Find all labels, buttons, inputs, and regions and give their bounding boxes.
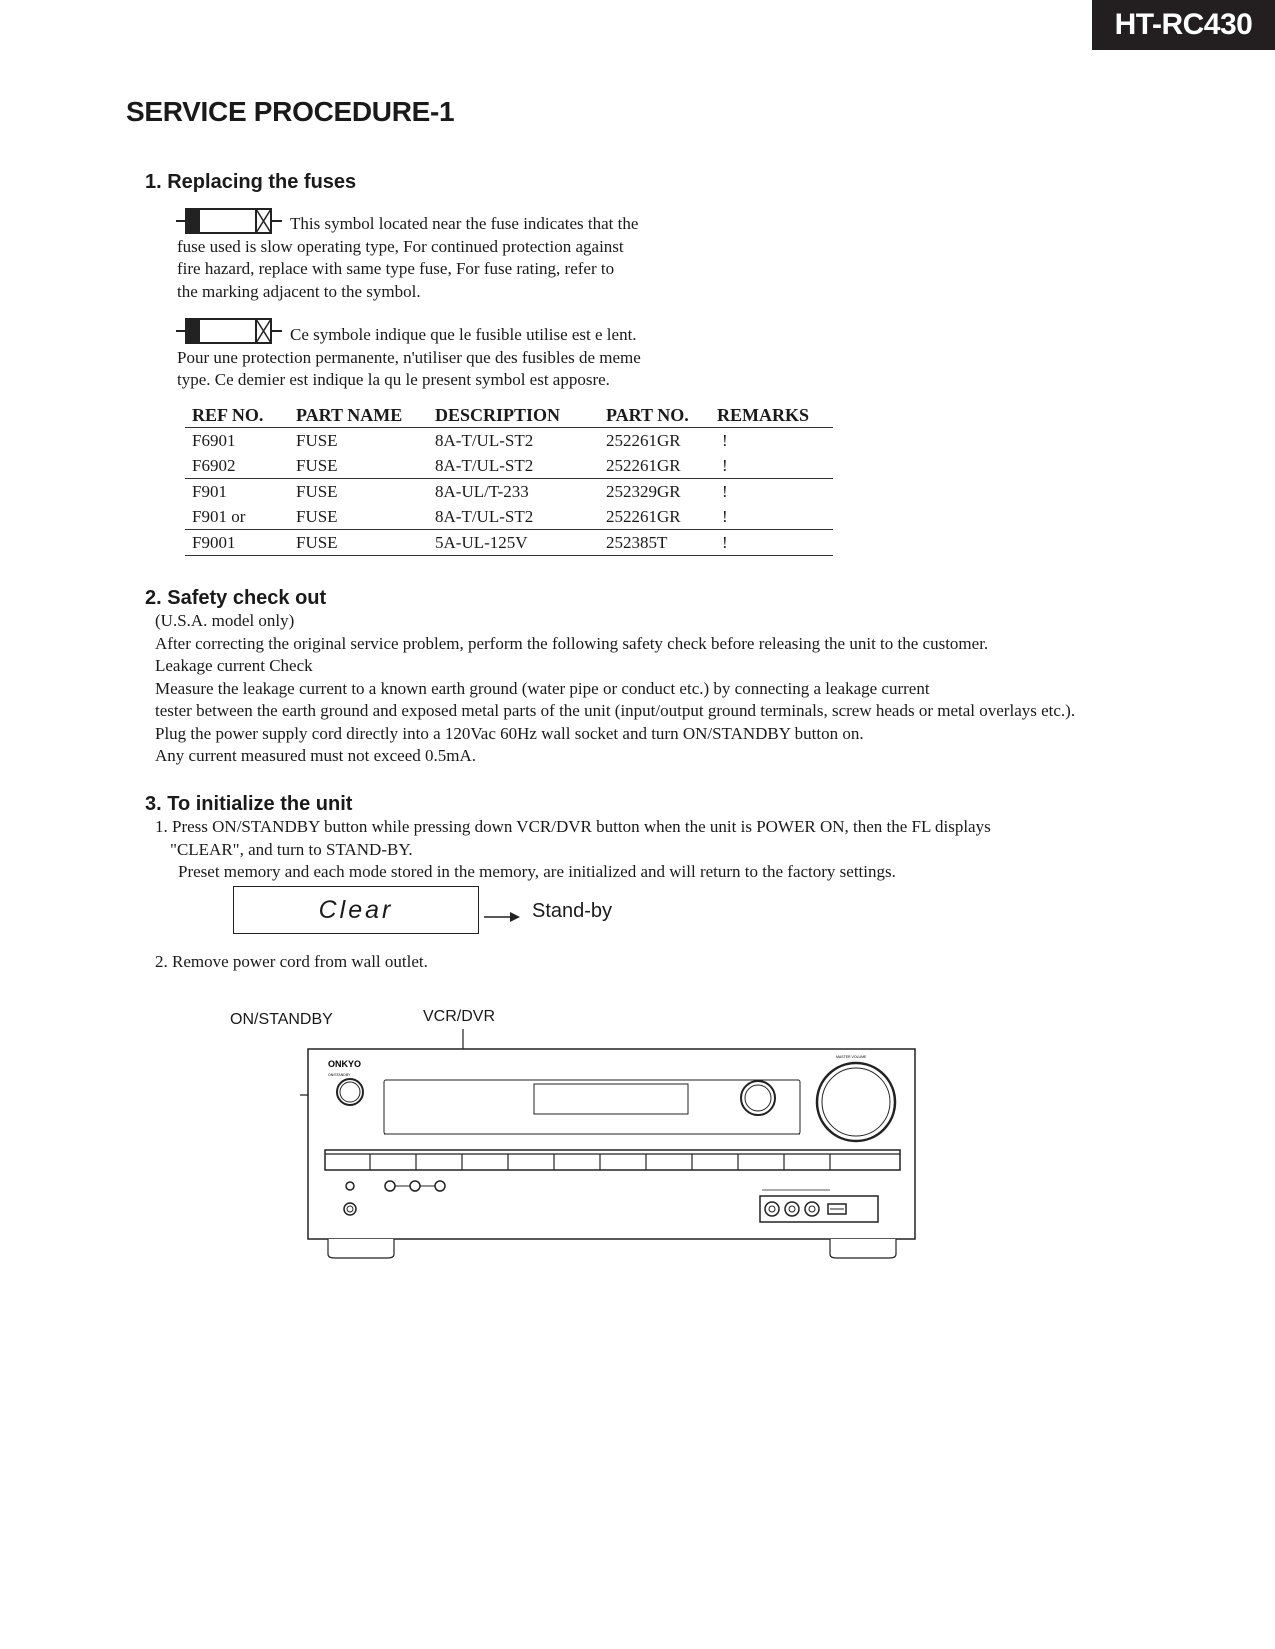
safety-check-text: (U.S.A. model only) After correcting the original service problem, perform the following safety check before releasing the unit to the customer. Leakage current Check Measure the leakage current to a known earth ground (water pipe or conduct etc.) by connecting a leakage current tester between the earth ground and exposed metal parts of the unit (input/output ground terminals, screw heads or metal overlays etc.). Plug the power supply cord directly into a 120Vac 60Hz wall socket and turn ON/STANDBY button on. Any current measured must not exceed 0.5mA. xyxy=(155,611,1076,765)
fl-display-clear: Clear xyxy=(233,886,479,934)
svg-text:MASTER VOLUME: MASTER VOLUME xyxy=(836,1055,867,1059)
table-row: F9001 FUSE 5A-UL-125V 252385T ! xyxy=(185,530,833,556)
fuse-note-english: This symbol located near the fuse indicates that the fuse used is slow operating type, For continued protection against fire hazard, replace with same type fuse, For fuse rating, refer to the marking adjacent to the symbol. xyxy=(177,214,639,301)
section2-heading: 2. Safety check out xyxy=(145,587,327,609)
table-row: F901 or FUSE 8A-T/UL-ST2 252261GR ! xyxy=(185,504,833,530)
col-remarks: REMARKS xyxy=(710,402,833,428)
col-description: DESCRIPTION xyxy=(428,402,599,428)
fuse-note-french: Ce symbole indique que le fusible utilise est e lent. Pour une protection permanente, n'utiliser que des fusibles de meme type. Ce demier est indique la qu le present symbol est apposre. xyxy=(177,325,641,389)
callout-on-standby: ON/STANDBY xyxy=(230,1011,333,1028)
table-header-row xyxy=(185,402,833,428)
brand-logo: ONKYO xyxy=(328,1059,362,1069)
model-tab: HT-RC430 xyxy=(1092,0,1275,50)
section3-heading: 3. To initialize the unit xyxy=(145,793,353,815)
initialize-step2: 2. Remove power cord from wall outlet. xyxy=(155,952,428,971)
callout-vcr-dvr: VCR/DVR xyxy=(423,1008,496,1025)
section1-heading: 1. Replacing the fuses xyxy=(145,171,357,193)
fuse-parts-table xyxy=(185,402,833,556)
arrow-right-icon xyxy=(484,911,520,923)
table-row: F6901 FUSE 8A-T/UL-ST2 252261GR ! xyxy=(192,430,728,450)
initialize-step1: 1. Press ON/STANDBY button while pressing down VCR/DVR button when the unit is POWER ON, then the FL displays "CLEAR", and turn to STAND-BY. Preset memory and each mode stored in the memory, are initialized and will return to the factory settings. xyxy=(155,817,991,881)
standby-label: Stand-by xyxy=(532,900,613,922)
page-title: SERVICE PROCEDURE-1 xyxy=(126,96,455,127)
table-row: F6902 FUSE 8A-T/UL-ST2 252261GR ! xyxy=(185,453,833,479)
receiver-front-panel-diagram xyxy=(300,1010,920,1270)
col-part-no: PART NO. xyxy=(599,402,710,428)
col-part-name: PART NAME xyxy=(289,402,428,428)
col-ref-no: REF NO. xyxy=(185,402,289,428)
svg-text:ON/STANDBY: ON/STANDBY xyxy=(328,1073,351,1077)
table-row: F901 FUSE 8A-UL/T-233 252329GR ! xyxy=(192,481,728,501)
